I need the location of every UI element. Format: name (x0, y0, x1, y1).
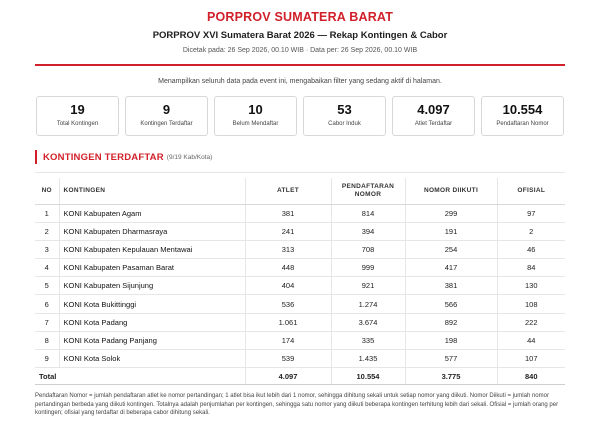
cell-kontingen: KONI Kota Padang Panjang (59, 331, 245, 349)
cell-no: 6 (35, 295, 59, 313)
cell-nomor-diikuti: 299 (405, 204, 497, 222)
cell-nomor-diikuti: 566 (405, 295, 497, 313)
section-heading (35, 150, 565, 164)
cell-pendaftaran: 1.274 (331, 295, 405, 313)
cell-no: 1 (35, 204, 59, 222)
cell-atlet: 381 (245, 204, 331, 222)
table-row (35, 259, 565, 277)
stat-label: Pendaftaran Nomor (496, 121, 549, 127)
summary-stats (36, 96, 564, 136)
cell-ofisial: 46 (497, 240, 565, 258)
table-row (35, 313, 565, 331)
cell-nomor-diikuti: 254 (405, 240, 497, 258)
section-title: KONTINGEN TERDAFTAR (43, 151, 164, 163)
cell-kontingen: KONI Kabupaten Dharmasraya (59, 222, 245, 240)
section-divider (35, 172, 565, 173)
table-row (35, 350, 565, 368)
cell-atlet: 539 (245, 350, 331, 368)
report-subtitle: PORPROV XVI Sumatera Barat 2026 — Rekap Kontingen & Cabor (152, 30, 448, 41)
cell-no: 4 (35, 259, 59, 277)
stat-card-atlet-terdaftar (392, 96, 475, 136)
col-header-pendaftaran-nomor (331, 178, 405, 204)
stat-label: Belum Mendaftar (232, 121, 279, 127)
cell-pendaftaran: 814 (331, 204, 405, 222)
cell-kontingen: KONI Kota Solok (59, 350, 245, 368)
cell-nomor-diikuti: 191 (405, 222, 497, 240)
cell-atlet: 536 (245, 295, 331, 313)
stat-value: 19 (70, 102, 85, 117)
cell-no: 8 (35, 331, 59, 349)
cell-kontingen: KONI Kota Padang (59, 313, 245, 331)
table-header-row (35, 178, 565, 204)
section-subtitle: (9/19 Kab/Kota) (166, 153, 213, 161)
total-atlet: 4.097 (245, 368, 331, 385)
report-header (0, 0, 600, 55)
stat-card-belum-mendaftar (214, 96, 297, 136)
stat-card-kontingen-terdaftar (125, 96, 208, 136)
cell-ofisial: 2 (497, 222, 565, 240)
cell-ofisial: 108 (497, 295, 565, 313)
stat-value: 4.097 (417, 102, 450, 117)
cell-kontingen: KONI Kabupaten Kepulauan Mentawai (59, 240, 245, 258)
table-row (35, 331, 565, 349)
cell-kontingen: KONI Kabupaten Pasaman Barat (59, 259, 245, 277)
cell-pendaftaran: 921 (331, 277, 405, 295)
cell-nomor-diikuti: 892 (405, 313, 497, 331)
cell-pendaftaran: 3.674 (331, 313, 405, 331)
header-divider (35, 64, 565, 66)
col-header-nomor-diikuti: NOMOR DIIKUTI (405, 178, 497, 204)
print-timestamp: Dicetak pada: 26 Sep 2026, 00.10 WIB · Data per: 26 Sep 2026, 00.10 WIB (182, 47, 418, 54)
cell-ofisial: 222 (497, 313, 565, 331)
cell-ofisial: 84 (497, 259, 565, 277)
total-nomor-diikuti: 3.775 (405, 368, 497, 385)
cell-ofisial: 107 (497, 350, 565, 368)
cell-no: 9 (35, 350, 59, 368)
cell-no: 7 (35, 313, 59, 331)
stat-value: 10.554 (502, 102, 543, 117)
stat-card-total-kontingen (36, 96, 119, 136)
table-row (35, 222, 565, 240)
cell-atlet: 174 (245, 331, 331, 349)
filter-note: Menampilkan seluruh data pada event ini, mengabaikan filter yang sedang aktif di halaman. (158, 78, 442, 85)
cell-atlet: 448 (245, 259, 331, 277)
col-header-ofisial: OFISIAL (497, 178, 565, 204)
cell-no: 5 (35, 277, 59, 295)
cell-pendaftaran: 394 (331, 222, 405, 240)
col-header-pendaftaran-line2: NOMOR (354, 190, 382, 198)
total-label: Total (35, 368, 245, 385)
cell-no: 2 (35, 222, 59, 240)
col-header-pendaftaran-line1: PENDAFTARAN (341, 182, 395, 190)
stat-card-pendaftaran-nomor (481, 96, 564, 136)
col-header-atlet: ATLET (245, 178, 331, 204)
stat-value: 10 (248, 102, 263, 117)
stat-value: 53 (337, 102, 352, 117)
cell-ofisial: 44 (497, 331, 565, 349)
cell-kontingen: KONI Kabupaten Sijunjung (59, 277, 245, 295)
footnote: Pendaftaran Nomor = jumlah pendaftaran atlet ke nomor pertandingan; 1 atlet bisa ikut lebih dari 1 nomor, sehingga dihitung sekali untuk setiap nomor yang diikuti. Nomor Diikuti = jumlah nomor pertandingan berbeda yang diikuti kontingen. Totalnya adalah penjumlahan per kontingen, sehingga satu nomor yang diikuti beberapa kontingen terhitung lebih dari sekali. Ofisial = jumlah orang per kontingen; ofisial yang terdaftar di beberapa cabor dihitung sekali. (35, 393, 559, 417)
cell-nomor-diikuti: 381 (405, 277, 497, 295)
cell-nomor-diikuti: 577 (405, 350, 497, 368)
col-header-no: NO (35, 178, 59, 204)
stat-card-cabor-induk (303, 96, 386, 136)
stat-label: Atlet Terdaftar (414, 121, 453, 127)
total-ofisial: 840 (497, 368, 565, 385)
table-row (35, 277, 565, 295)
cell-pendaftaran: 1.435 (331, 350, 405, 368)
report-title: PORPROV SUMATERA BARAT (206, 10, 394, 24)
cell-ofisial: 97 (497, 204, 565, 222)
cell-no: 3 (35, 240, 59, 258)
cell-kontingen: KONI Kabupaten Agam (59, 204, 245, 222)
total-pendaftaran: 10.554 (331, 368, 405, 385)
cell-nomor-diikuti: 198 (405, 331, 497, 349)
cell-atlet: 241 (245, 222, 331, 240)
table-row (35, 295, 565, 313)
cell-pendaftaran: 708 (331, 240, 405, 258)
cell-kontingen: KONI Kota Bukittinggi (59, 295, 245, 313)
cell-atlet: 313 (245, 240, 331, 258)
stat-label: Kontingen Terdaftar (140, 121, 193, 127)
stat-value: 9 (162, 102, 171, 117)
stat-label: Cabor Induk (328, 121, 361, 127)
cell-pendaftaran: 335 (331, 331, 405, 349)
col-header-kontingen: KONTINGEN (59, 178, 245, 204)
cell-pendaftaran: 999 (331, 259, 405, 277)
table-row (35, 240, 565, 258)
cell-atlet: 1.061 (245, 313, 331, 331)
cell-nomor-diikuti: 417 (405, 259, 497, 277)
cell-ofisial: 130 (497, 277, 565, 295)
cell-atlet: 404 (245, 277, 331, 295)
table-row (35, 204, 565, 222)
kontingen-table (35, 178, 565, 385)
stat-label: Total Kontingen (56, 121, 99, 127)
table-total-row (35, 368, 565, 385)
